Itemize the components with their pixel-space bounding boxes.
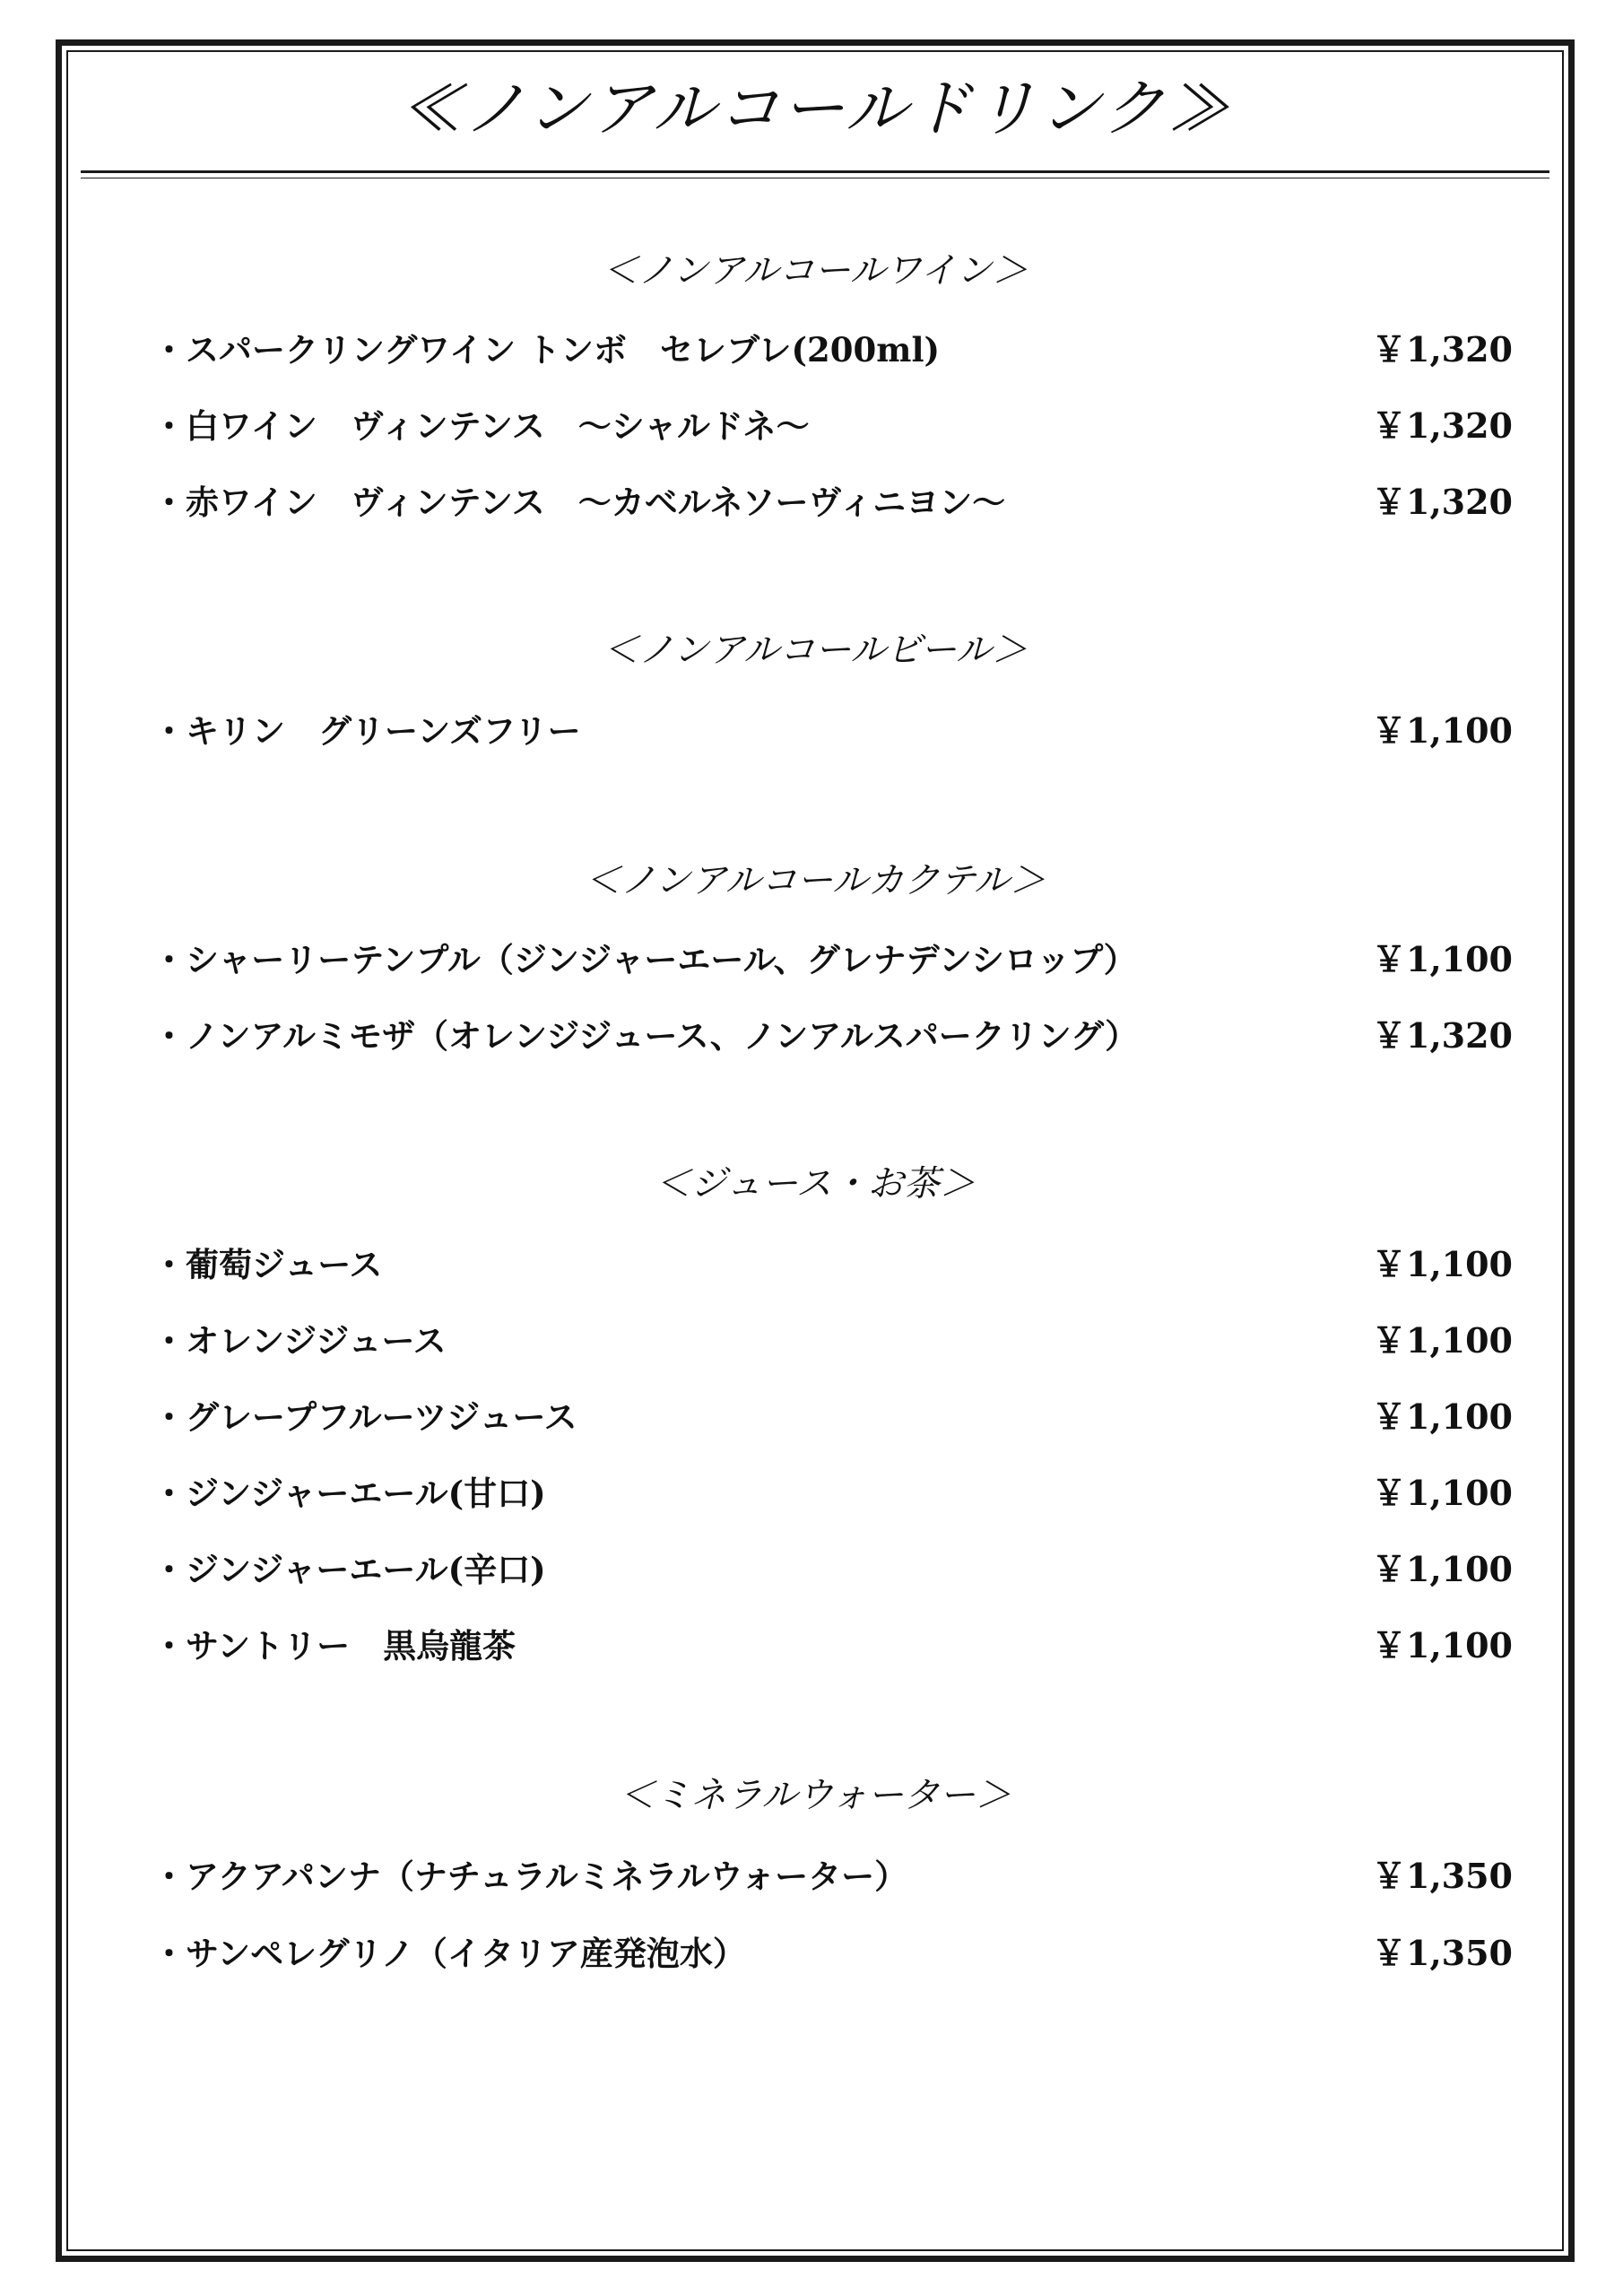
menu-title: ≪ノンアルコールドリンク≫: [399, 72, 1231, 145]
menu-inner-border: [66, 50, 1564, 2251]
menu-item-name: ・サントリー 黒烏龍茶: [152, 1626, 516, 1665]
menu-item-name: ・ノンアルミモザ（オレンジジュース、ノンアルスパークリング）: [152, 1016, 1139, 1056]
section-heading-beer: ＜ノンアルコールビール＞: [603, 630, 1028, 671]
menu-item-name: ・サンペレグリノ（イタリア産発泡水）: [152, 1934, 746, 1973]
menu-item-price: ￥1,350: [1372, 1856, 1513, 1896]
menu-item-price: ￥1,320: [1372, 405, 1513, 446]
menu-item-price: ￥1,100: [1372, 1320, 1513, 1361]
menu-item-price: ￥1,320: [1372, 329, 1513, 370]
section-heading-cocktail: ＜ノンアルコールカクテル＞: [585, 860, 1046, 901]
menu-item-price: ￥1,100: [1372, 1549, 1513, 1589]
section-heading-wine: ＜ノンアルコールワイン＞: [602, 250, 1028, 291]
menu-item-price: ￥1,320: [1372, 482, 1513, 522]
menu-item-name: ・アクアパンナ（ナチュラルミネラルウォーター）: [152, 1857, 908, 1896]
menu-item: [152, 399, 1515, 453]
menu-item: [152, 1926, 1515, 1980]
menu-item-price: ￥1,100: [1372, 1473, 1513, 1513]
menu-item: [152, 1849, 1515, 1903]
menu-item: [152, 1009, 1515, 1063]
menu-item-price: ￥1,350: [1372, 1933, 1513, 1973]
section-heading-juice: ＜ジュース・お茶＞: [655, 1163, 976, 1205]
menu-item-name: ・赤ワイン ヴィンテンス ～カベルネソーヴィニヨン～: [152, 483, 1006, 522]
menu-item: [152, 1619, 1515, 1673]
menu-item-price: ￥1,100: [1372, 1244, 1513, 1284]
menu-item-price: ￥1,100: [1372, 1396, 1513, 1437]
menu-item: [152, 323, 1515, 377]
menu-item-name: ・キリン グリーンズフリー: [152, 711, 581, 751]
menu-item-name: ・オレンジジュース: [152, 1321, 447, 1361]
section-heading-water: ＜ミネラルウォーター＞: [619, 1775, 1011, 1816]
menu-item-name: ・ジンジャーエール(辛口): [152, 1550, 546, 1589]
menu-item: [152, 1466, 1515, 1520]
menu-item-name: ・白ワイン ヴィンテンス ～シャルドネ～: [152, 406, 810, 446]
menu-item-name: ・葡萄ジュース: [152, 1245, 383, 1284]
menu-item-name: ・グレープフルーツジュース: [152, 1397, 577, 1437]
menu-item: [152, 704, 1515, 758]
menu-item-name: ・ジンジャーエール(甘口): [152, 1474, 546, 1513]
menu-item-name: ・シャーリーテンプル（ジンジャーエール、グレナデンシロップ）: [152, 940, 1137, 979]
menu-item: [152, 1543, 1515, 1596]
menu-item-price: ￥1,100: [1372, 939, 1513, 979]
menu-item-price: ￥1,100: [1372, 1625, 1513, 1665]
menu-item-name: ・スパークリングワイン トンボ セレブレ(200ml): [152, 330, 941, 370]
menu-item-price: ￥1,100: [1372, 710, 1513, 751]
menu-item-price: ￥1,320: [1372, 1015, 1513, 1056]
menu-item: [152, 933, 1515, 987]
menu-item: [152, 1238, 1515, 1292]
menu-item: [152, 475, 1515, 529]
menu-item: [152, 1314, 1515, 1368]
title-divider-thick: [81, 170, 1549, 173]
menu-item: [152, 1390, 1515, 1444]
